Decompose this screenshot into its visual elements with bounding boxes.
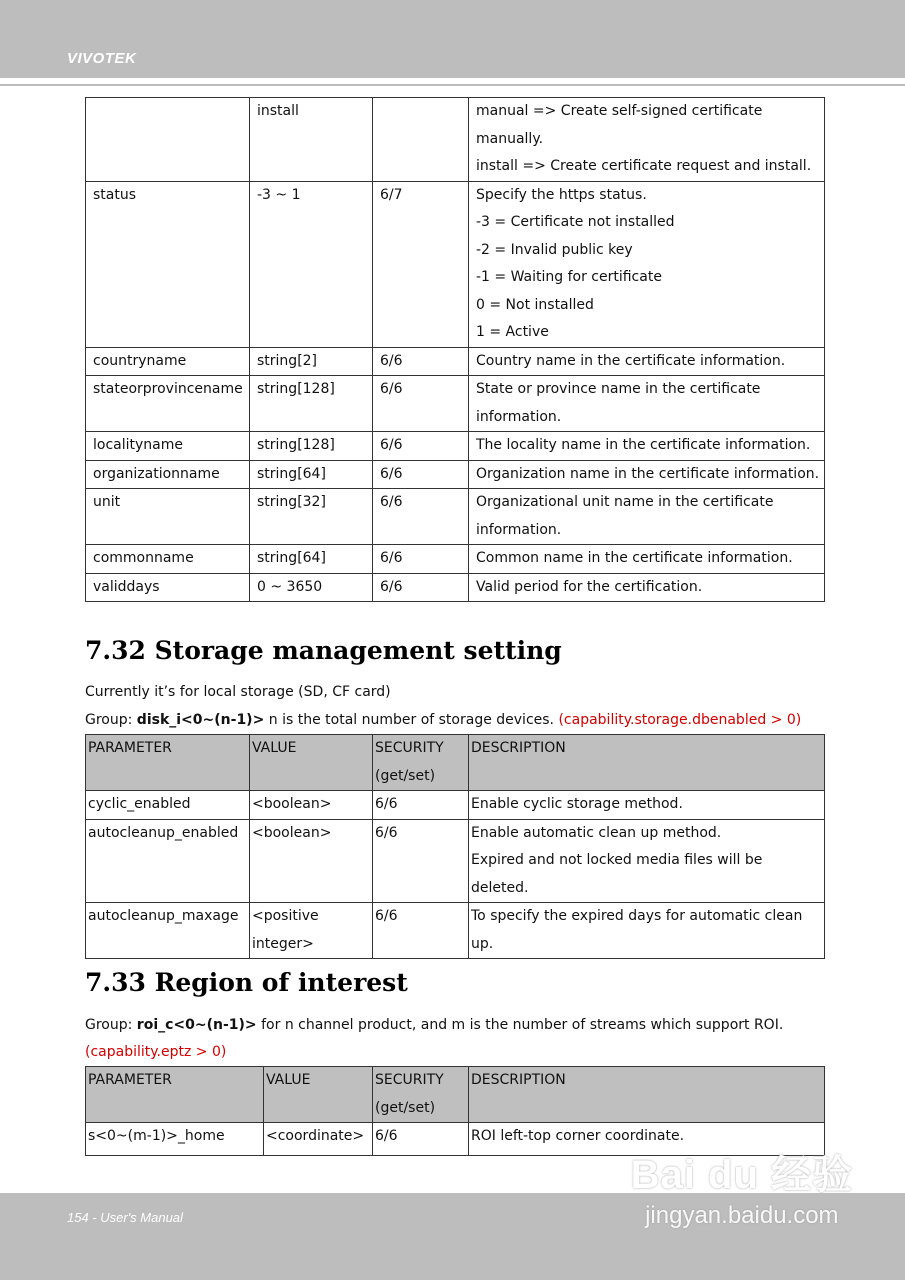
security-cell: 6/6 [373, 1123, 469, 1156]
table-header-row [86, 735, 825, 791]
value-cell: <positive integer> [250, 903, 373, 959]
value-cell: string[32] [250, 489, 373, 545]
table-row [86, 819, 825, 903]
param-cell: validdays [86, 573, 250, 602]
header-description: DESCRIPTION [469, 1067, 825, 1123]
security-cell: 6/6 [373, 545, 469, 574]
description-cell: Enable automatic clean up method. Expired and not locked media files will be deleted. [469, 819, 825, 903]
capability-note: (capability.eptz > 0) [85, 1044, 227, 1060]
description-cell: Country name in the certificate information. [469, 347, 825, 376]
param-cell: autocleanup_maxage [86, 903, 250, 959]
param-cell: cyclic_enabled [86, 791, 250, 820]
security-cell: 6/6 [373, 573, 469, 602]
security-cell: 6/6 [373, 432, 469, 461]
description-cell: Common name in the certificate information. [469, 545, 825, 574]
description-cell: Organization name in the certificate information. [469, 460, 825, 489]
section-title-roi: 7.33 Region of interest [85, 968, 408, 997]
security-cell: 6/6 [373, 791, 469, 820]
brand-logo: VIVOTEK [67, 50, 137, 67]
group-name: roi_c<0~(n-1)> [136, 1017, 257, 1033]
value-cell: string[64] [250, 460, 373, 489]
table-header-row [86, 1067, 825, 1123]
param-cell: organizationname [86, 460, 250, 489]
header-parameter: PARAMETER [86, 1067, 264, 1123]
value-cell: string[128] [250, 432, 373, 461]
group-name: disk_i<0~(n-1)> [136, 712, 265, 728]
security-cell: 6/6 [373, 376, 469, 432]
table-row [86, 181, 825, 347]
header-parameter: PARAMETER [86, 735, 250, 791]
param-cell [86, 98, 250, 182]
description-cell: Specify the https status. -3 = Certificate not installed -2 = Invalid public key -1 = Waiting for certificate 0 = Not installed 1 = Active [469, 181, 825, 347]
description-cell: Enable cyclic storage method. [469, 791, 825, 820]
baidu-watermark [631, 1143, 853, 1230]
description-cell: ROI left-top corner coordinate. [469, 1123, 825, 1156]
header-value: VALUE [250, 735, 373, 791]
header-description: DESCRIPTION [469, 735, 825, 791]
security-cell: 6/6 [373, 347, 469, 376]
value-cell: string[128] [250, 376, 373, 432]
security-cell: 6/6 [373, 903, 469, 959]
page-footer [0, 1153, 905, 1280]
param-cell: countryname [86, 347, 250, 376]
storage-parameter-table [85, 734, 825, 959]
table-row [86, 573, 825, 602]
table-row [86, 903, 825, 959]
param-cell: s<0~(m-1)>_home [86, 1123, 264, 1156]
description-cell: To specify the expired days for automatic clean up. [469, 903, 825, 959]
value-cell: string[2] [250, 347, 373, 376]
param-cell: unit [86, 489, 250, 545]
security-cell: 6/6 [373, 489, 469, 545]
watermark-url: jingyan.baidu.com [645, 1202, 839, 1229]
https-parameter-table [85, 97, 825, 602]
roi-group-line: Group: roi_c<0~(n-1)> for n channel product, and m is the number of streams which support ROI. [85, 1017, 784, 1033]
security-cell: 6/6 [373, 460, 469, 489]
description-cell: manual => Create self-signed certificate manually. install => Create certificate request and install. [469, 98, 825, 182]
table-row [86, 460, 825, 489]
description-cell: Organizational unit name in the certificate information. [469, 489, 825, 545]
value-cell: install [250, 98, 373, 182]
page-header [0, 0, 905, 78]
section-title-storage: 7.32 Storage management setting [85, 636, 562, 665]
table-row [86, 347, 825, 376]
security-cell: 6/6 [373, 819, 469, 903]
value-cell: string[64] [250, 545, 373, 574]
description-cell: Valid period for the certification. [469, 573, 825, 602]
table-row [86, 98, 825, 182]
value-cell: <boolean> [250, 791, 373, 820]
param-cell: localityname [86, 432, 250, 461]
table-row [86, 376, 825, 432]
storage-intro: Currently it’s for local storage (SD, CF card) [85, 684, 391, 700]
value-cell: <boolean> [250, 819, 373, 903]
table-row [86, 545, 825, 574]
security-cell [373, 98, 469, 182]
security-cell: 6/7 [373, 181, 469, 347]
table-row [86, 489, 825, 545]
table-row [86, 791, 825, 820]
param-cell: commonname [86, 545, 250, 574]
header-security: SECURITY (get/set) [373, 1067, 469, 1123]
param-cell: autocleanup_enabled [86, 819, 250, 903]
param-cell: stateorprovincename [86, 376, 250, 432]
table-row [86, 432, 825, 461]
page-number: 154 - User's Manual [67, 1210, 183, 1225]
value-cell: <coordinate> [264, 1123, 373, 1156]
header-divider [0, 84, 905, 86]
capability-note: (capability.storage.dbenabled > 0) [558, 712, 802, 728]
value-cell: 0 ~ 3650 [250, 573, 373, 602]
value-cell: -3 ~ 1 [250, 181, 373, 347]
description-cell: State or province name in the certificate information. [469, 376, 825, 432]
param-cell: status [86, 181, 250, 347]
header-value: VALUE [264, 1067, 373, 1123]
storage-group-line: Group: disk_i<0~(n-1)> n is the total number of storage devices. (capability.storage.dbenabled > 0) [85, 712, 802, 728]
watermark-logo: Bai du 经验 [630, 1153, 853, 1197]
description-cell: The locality name in the certificate information. [469, 432, 825, 461]
header-security: SECURITY (get/set) [373, 735, 469, 791]
